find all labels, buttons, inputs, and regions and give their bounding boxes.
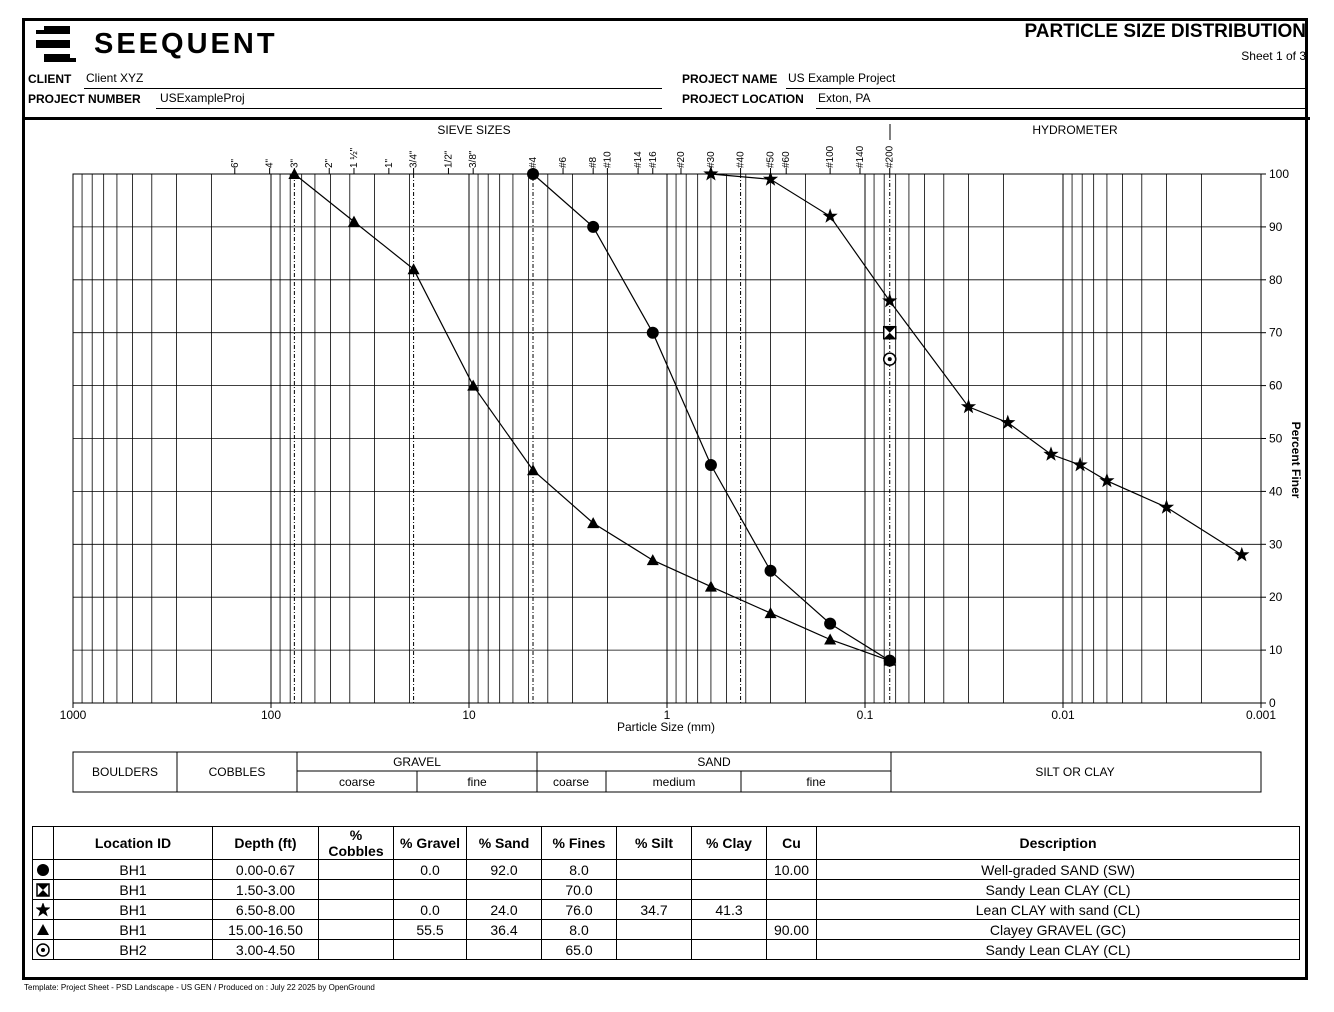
y-tick-label: 0 [1269,696,1276,710]
table-cell [617,940,692,960]
table-cell: 3.00-4.50 [213,940,319,960]
data-point-star [823,208,838,223]
row-marker [33,880,54,900]
sand-medium-label: medium [652,775,696,789]
table-cell: 24.0 [467,900,542,920]
table-cell: 92.0 [467,860,542,880]
data-point-triangle [647,554,659,565]
sieve-label: 6" [229,158,241,168]
series-triangle [288,168,895,666]
classification-band [73,752,1261,792]
row-marker [33,940,54,960]
sieve-label: 3" [289,158,301,168]
col-silt: % Silt [617,827,692,860]
table-row [33,860,1300,880]
dotcircle-marker [37,944,49,956]
x-tick-label: 0.1 [856,708,874,722]
table-cell: 34.7 [617,900,692,920]
sand-coarse-label: coarse [552,775,590,789]
table-cell: 8.0 [542,860,617,880]
table-cell: Sandy Lean CLAY (CL) [817,880,1300,900]
y-tick-label: 40 [1269,484,1283,499]
project-name-value: US Example Project [788,71,896,85]
dotcircle-marker-icon [36,943,50,957]
client-value: Client XYZ [86,71,144,85]
sieve-label: #10 [602,151,614,168]
table-header-row [33,827,1300,860]
data-point-triangle [824,634,836,645]
circle-marker [37,864,49,876]
sand-label: SAND [697,755,731,769]
boulders-label: BOULDERS [91,765,159,779]
project-number-label: PROJECT NUMBER [28,92,141,106]
table-cell [319,880,394,900]
sand-fine-label: fine [806,775,826,789]
data-point-circle [587,221,599,233]
table-row [33,940,1300,960]
table-cell [692,880,767,900]
data-point-circle [705,459,717,471]
table-cell: 36.4 [467,920,542,940]
table-cell: Lean CLAY with sand (CL) [817,900,1300,920]
data-point-circle [527,168,539,180]
x-axis-label: Particle Size (mm) [616,720,716,734]
table-cell [319,860,394,880]
table-row [33,880,1300,900]
sieve-lines [230,145,896,703]
triangle-marker-icon [36,923,50,937]
data-point-circle [647,327,659,339]
sieve-label: #30 [705,151,717,168]
y-tick-label: 60 [1269,378,1283,393]
table-cell: 65.0 [542,940,617,960]
chart-grid [73,174,1261,703]
table-cell: 0.0 [394,900,467,920]
sieve-label: #100 [825,145,837,168]
series-circle [527,168,896,667]
sieve-label: #6 [558,156,570,168]
sieve-label: 2" [324,158,336,168]
series-line [711,174,1242,555]
col-cu: Cu [767,827,817,860]
data-point-dotcircle [884,353,896,365]
y-tick-label: 70 [1269,325,1283,340]
logo-wordmark: SEEQUENT [94,27,278,60]
col-fines: % Fines [542,827,617,860]
x-tick-label: 10 [462,708,476,722]
y-tick-label: 100 [1269,167,1290,181]
data-point-circle [765,565,777,577]
table-cell: 8.0 [542,920,617,940]
results-table [32,826,1300,960]
gravel-label: GRAVEL [393,755,441,769]
page-title: PARTICLE SIZE DISTRIBUTION [1024,21,1306,42]
table-cell: 10.00 [767,860,817,880]
sieve-label: #8 [588,156,600,168]
marker-header [33,827,54,860]
table-cell [617,860,692,880]
table-cell: 70.0 [542,880,617,900]
table-cell: BH1 [54,860,213,880]
data-point-triangle [765,607,777,618]
series-hourglass [884,327,896,339]
sieve-label: 1/2" [443,150,455,168]
x-tick-label: 0.01 [1051,708,1075,722]
table-cell: Well-graded SAND (SW) [817,860,1300,880]
col-clay: % Clay [692,827,767,860]
gravel-coarse-label: coarse [338,775,376,789]
x-tick-label: 1000 [59,708,87,722]
x-tick-label: 0.001 [1245,708,1277,722]
project-location-value: Exton, PA [818,91,871,105]
table-cell: 76.0 [542,900,617,920]
table-cell [767,900,817,920]
sieve-label: #140 [854,145,866,168]
col-depth: Depth (ft) [213,827,319,860]
col-location-id: Location ID [54,827,213,860]
table-cell: 41.3 [692,900,767,920]
row-marker [33,920,54,940]
circle-marker-icon [36,863,50,877]
table-cell [767,940,817,960]
project-number-value: USExampleProj [160,91,245,105]
table-cell [319,940,394,960]
data-point-star [1043,446,1058,460]
table-cell: 55.5 [394,920,467,940]
table-cell [617,920,692,940]
star-marker-icon [36,903,50,917]
table-cell [394,940,467,960]
gravel-fine-label: fine [467,775,487,789]
data-point-hourglass [884,327,896,339]
sieve-label: 1 ½" [348,147,360,168]
hourglass-marker-icon [36,883,50,897]
silt-clay-label: SILT OR CLAY [1035,765,1115,779]
table-cell: 0.00-0.67 [213,860,319,880]
sieve-label: #14 [633,151,645,168]
data-point-star [1073,457,1088,472]
client-label: CLIENT [28,72,72,86]
star-marker [36,903,50,917]
col-description: Description [817,827,1300,860]
data-point-star [1234,547,1249,562]
table-cell [692,940,767,960]
table-cell: BH1 [54,920,213,940]
footer-note: Template: Project Sheet - PSD Landscape - US GEN / Produced on : July 22 2025 by OpenGround [24,983,375,992]
sieve-label: 1" [383,158,395,168]
table-cell: BH2 [54,940,213,960]
project-name-label: PROJECT NAME [682,72,778,86]
y-tick-label: 90 [1269,219,1283,234]
table-cell [467,880,542,900]
sieve-label: #40 [735,151,747,168]
triangle-marker [37,924,49,935]
table-cell: Sandy Lean CLAY (CL) [817,940,1300,960]
table-cell [692,860,767,880]
table-cell: 6.50-8.00 [213,900,319,920]
data-point-triangle [705,581,717,592]
sieve-label: 4" [264,158,276,168]
col-gravel: % Gravel [394,827,467,860]
table-cell: 1.50-3.00 [213,880,319,900]
sieve-label: #16 [647,151,659,168]
table-cell: 15.00-16.50 [213,920,319,940]
table-cell: 0.0 [394,860,467,880]
sieve-sizes-title: SIEVE SIZES [437,123,511,137]
table-row [33,920,1300,940]
table-cell [617,880,692,900]
y-tick-label: 80 [1269,272,1283,287]
row-marker [33,900,54,920]
table-cell [319,900,394,920]
sieve-label: #200 [884,145,896,168]
table-cell [467,940,542,960]
row-marker [33,860,54,880]
table-cell [767,880,817,900]
sheet-number: Sheet 1 of 3 [1241,49,1306,63]
sieve-label: #4 [528,156,540,168]
series-star [703,166,1249,561]
hydrometer-title: HYDROMETER [1032,123,1118,137]
chart-axes [60,167,1290,722]
series-dotcircle [884,353,896,365]
sieve-label: #60 [781,151,793,168]
sieve-label: 3/4" [408,150,420,168]
y-tick-label: 30 [1269,537,1283,552]
data-point-circle [824,618,836,630]
table-cell [394,880,467,900]
table-cell [319,920,394,940]
x-tick-label: 1 [663,708,671,722]
x-tick-label: 100 [260,708,282,722]
cobbles-label: COBBLES [208,765,266,779]
sieve-label: #20 [675,151,687,168]
y-tick-label: 50 [1269,431,1283,446]
table-cell [692,920,767,940]
table-cell: BH1 [54,880,213,900]
table-cell: Clayey GRAVEL (GC) [817,920,1300,940]
y-tick-label: 10 [1269,643,1283,658]
sieve-label: 3/8" [468,150,480,168]
hourglass-marker [37,884,49,896]
y-axis-label: Percent Finer [1289,421,1303,499]
col-sand: % Sand [467,827,542,860]
series-line [294,174,889,661]
sieve-label: #50 [765,151,777,168]
col-cobbles: % Cobbles [319,827,394,860]
project-location-label: PROJECT LOCATION [682,92,804,106]
y-tick-label: 20 [1269,590,1283,605]
table-cell: 90.00 [767,920,817,940]
chart-series [288,166,1249,667]
table-row [33,900,1300,920]
table-cell: BH1 [54,900,213,920]
